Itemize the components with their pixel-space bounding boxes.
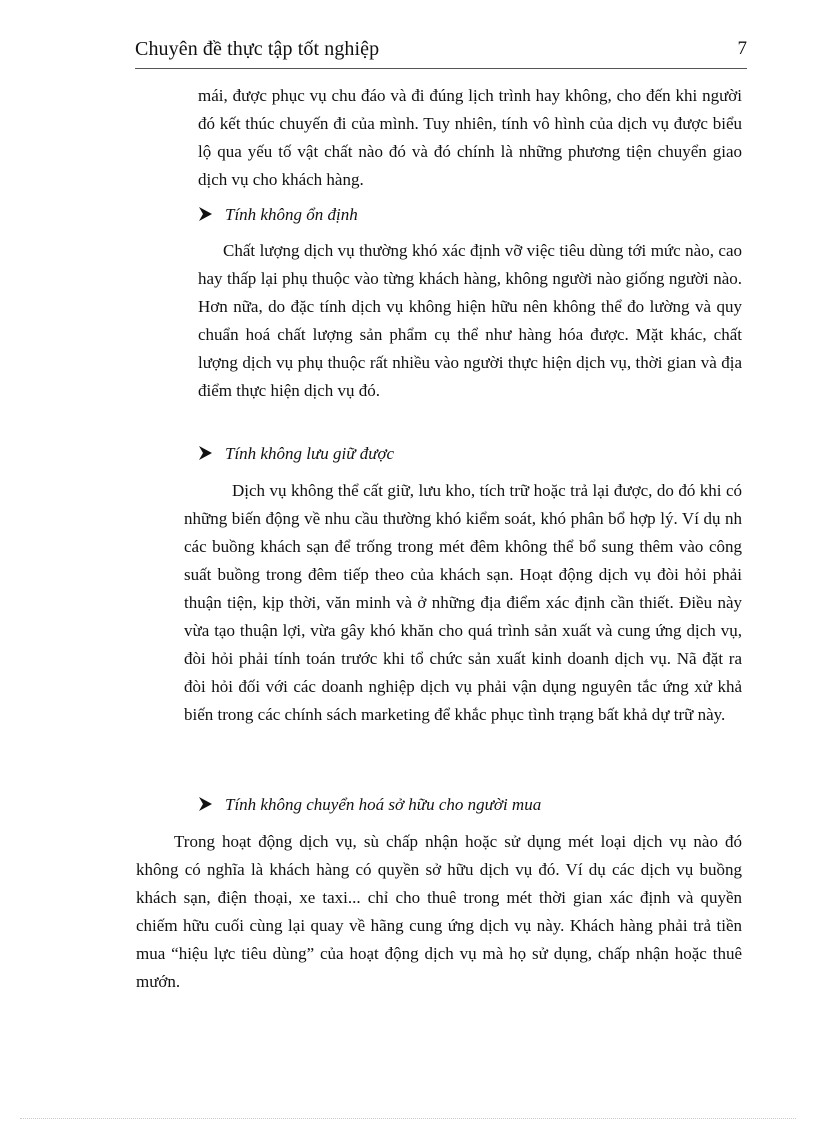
paragraph-instability: Chất lượng dịch vụ thường khó xác định vỡ việc tiêu dùng tới mức nào, cao hay thấp lại phụ thuộc vào từng khách hàng, không người nào giống người nào. Hơn nữa, do đặc tính dịch vụ không hiện hữu nên không thể đo lường và quy chuẩn hoá chất lượng sản phẩm cụ thể như hàng hóa được. Mặt khác, chất lượng dịch vụ phụ thuộc rất nhiều vào người thực hiện dịch vụ, thời gian và địa điểm thực hiện dịch vụ đó. (198, 241, 742, 400)
bullet-label: Tính không lưu giữ được (225, 444, 395, 463)
header-divider (135, 68, 747, 69)
page-header (135, 38, 747, 68)
paragraph-perishability: Dịch vụ không thể cất giữ, lưu kho, tích trữ hoặc trả lại được, do đó khi có những biến động về nhu cầu thường khó kiểm soát, khó phân bổ hợp lý. Ví dụ nh các buồng khách sạn để trống trong mét đêm không thể bổ sung thêm vào công suất buồng trong đêm tiếp theo của khách sạn. Hoạt động dịch vụ đòi hỏi phải thuận tiện, kịp thời, văn minh và ở những địa điểm xác định cần thiết. Điều này vừa tạo thuận lợi, vừa gây khó khăn cho quá trình sản xuất và cung ứng dịch vụ, đòi hỏi phải tính toán trước khi tổ chức sản xuất kinh doanh dịch vụ. Nã đặt ra đòi hỏi đối với các doanh nghiệp dịch vụ phải vận dụng nguyên tắc ứng xử khả biến trong các chính sách marketing để khắc phục tình trạng bất khả dự trữ này. (184, 481, 742, 724)
arrowhead-bullet-icon (198, 446, 212, 460)
arrowhead-bullet-icon (198, 797, 212, 811)
bullet-label: Tính không ổn định (225, 205, 358, 224)
arrowhead-bullet-icon (198, 207, 212, 221)
bullet-label: Tính không chuyển hoá sở hữu cho người mua (225, 795, 542, 814)
bullet-non-ownership (198, 792, 541, 818)
document-title: Chuyên đề thực tập tốt nghiệp (135, 38, 380, 60)
bullet-perishability (198, 441, 394, 467)
paragraph-non-ownership: Trong hoạt động dịch vụ, sù chấp nhận hoặc sử dụng mét loại dịch vụ nào đó không có nghĩa là khách hàng có quyền sở hữu dịch vụ đó. Ví dụ các dịch vụ buồng khách sạn, điện thoại, xe taxi... chỉ cho thuê trong mét thời gian xác định và quyền chiếm hữu cuối cùng lại quay về hãng cung ứng dịch vụ này. Khách hàng phải trả tiền mua “hiệu lực tiêu dùng” của hoạt động dịch vụ mà họ sử dụng, chấp nhận hoặc thuê mướn. (136, 832, 742, 991)
page-number: 7 (737, 38, 747, 59)
paragraph-intangibility-continued: mái, được phục vụ chu đáo và đi đúng lịch trình hay không, cho đến khi người đó kết thúc chuyến đi của mình. Tuy nhiên, tính vô hình của dịch vụ được biểu lộ qua yếu tố vật chất nào đó và đó chính là những phương tiện chuyển giao dịch vụ cho khách hàng. (198, 86, 742, 189)
bullet-instability (198, 202, 358, 228)
page-bottom-edge (20, 1118, 796, 1119)
